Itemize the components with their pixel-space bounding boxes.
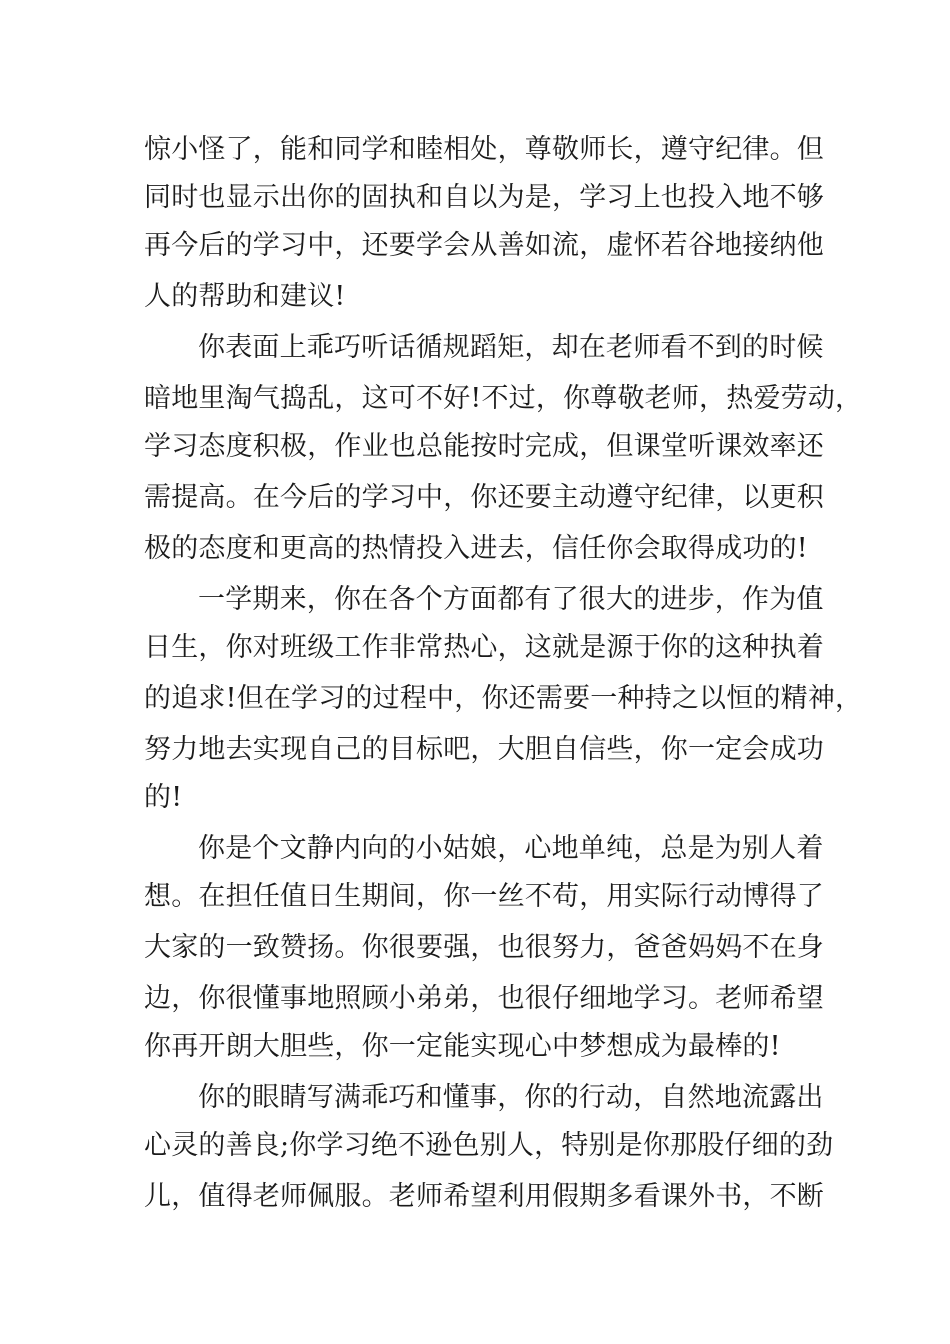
text-line: 暗地里淘气捣乱，这可不好!不过，你尊敬老师，热爱劳动， — [144, 383, 863, 414]
text-line: 的追求!但在学习的过程中，你还需要一种持之以恒的精神， — [144, 683, 863, 714]
text-line: 想。在担任值日生期间，你一丝不苟，用实际行动博得了 — [144, 881, 824, 912]
text-line: 再今后的学习中，还要学会从善如流，虚怀若谷地接纳他 — [144, 230, 824, 261]
text-line: 学习态度积极，作业也总能按时完成，但课堂听课效率还 — [144, 431, 824, 462]
text-line: 的! — [144, 782, 183, 813]
text-line: 儿，值得老师佩服。老师希望利用假期多看课外书，不断 — [144, 1181, 824, 1212]
text-line: 努力地去实现自己的目标吧，大胆自信些，你一定会成功 — [144, 734, 824, 765]
text-line: 一学期来，你在各个方面都有了很大的进步，作为值 — [198, 584, 824, 615]
text-line: 你是个文静内向的小姑娘，心地单纯，总是为别人着 — [198, 833, 824, 864]
text-line: 你再开朗大胆些，你一定能实现心中梦想成为最棒的! — [144, 1031, 781, 1062]
text-line: 大家的一致赞扬。你很要强，也很努力，爸爸妈妈不在身 — [144, 932, 824, 963]
text-line: 边，你很懂事地照顾小弟弟，也很仔细地学习。老师希望 — [144, 983, 824, 1014]
text-line: 你表面上乖巧听话循规蹈矩，却在老师看不到的时候 — [198, 332, 824, 363]
text-line: 日生，你对班级工作非常热心，这就是源于你的这种执着 — [144, 632, 824, 663]
text-line: 人的帮助和建议! — [144, 281, 346, 312]
text-line: 需提高。在今后的学习中，你还要主动遵守纪律，以更积 — [144, 482, 824, 513]
text-line: 极的态度和更高的热情投入进去，信任你会取得成功的! — [144, 533, 808, 564]
text-line: 你的眼睛写满乖巧和懂事，你的行动，自然地流露出 — [198, 1082, 824, 1113]
text-line: 同时也显示出你的固执和自以为是，学习上也投入地不够 — [144, 182, 824, 213]
text-line: 心灵的善良;你学习绝不逊色别人，特别是你那股仔细的劲 — [144, 1130, 834, 1161]
text-line: 惊小怪了，能和同学和睦相处，尊敬师长，遵守纪律。但 — [144, 134, 824, 165]
